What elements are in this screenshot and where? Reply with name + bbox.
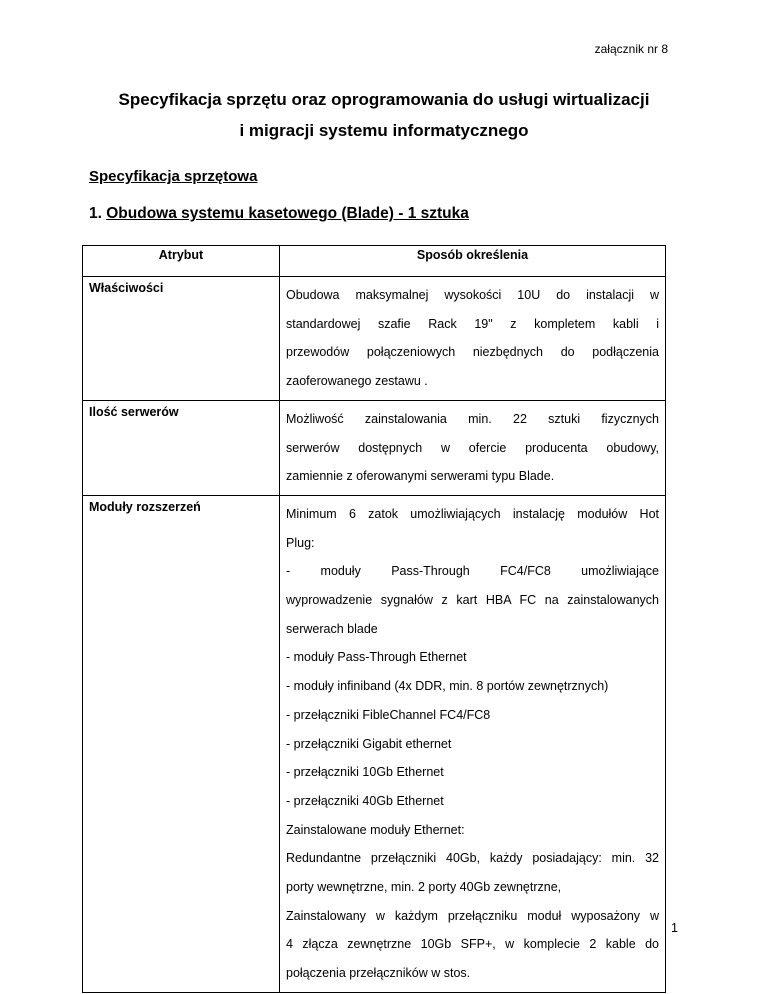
row-attribute: Ilość serwerów <box>83 400 280 495</box>
value-line: - moduły Pass-Through Ethernet <box>286 650 467 665</box>
value-line: 4 złącza zewnętrzne 10Gb SFP+, w komplecie 2 kable do <box>286 937 659 952</box>
item-number: 1. <box>89 205 102 222</box>
value-line: Obudowa maksymalnej wysokości 10U do instalacji w <box>286 288 659 302</box>
row-attribute: Moduły rozszerzeń <box>83 495 280 992</box>
table-row-server-count <box>83 400 666 495</box>
value-line: Zainstalowany w każdym przełączniku moduł wyposażony w <box>286 908 659 923</box>
value-line: Możliwość zainstalowania min. 22 sztuki fizycznych <box>286 411 659 426</box>
value-line: Plug: <box>286 535 315 550</box>
value-line: Minimum 6 zatok umożliwiających instalację modułów Hot <box>286 506 659 521</box>
row-attribute: Właściwości <box>83 277 280 401</box>
value-line: serwerach blade <box>286 621 378 636</box>
header-specification: Sposób określenia <box>280 246 666 277</box>
value-line: Redundantne przełączniki 40Gb, każdy posiadający: min. 32 <box>286 851 659 866</box>
row-value <box>280 495 666 992</box>
table-header-row <box>83 246 666 277</box>
section-heading: Specyfikacja sprzętowa <box>89 168 258 185</box>
value-line: wyprowadzenie sygnałów z kart HBA FC na zainstalowanych <box>286 593 659 608</box>
value-line: porty wewnętrzne, min. 2 porty 40Gb zewnętrzne, <box>286 880 562 895</box>
value-line: zamiennie z oferowanymi serwerami typu Blade. <box>286 469 555 484</box>
annex-label: załącznik nr 8 <box>594 42 668 56</box>
page-number: 1 <box>671 921 678 935</box>
table-row-expansion-modules <box>83 495 666 992</box>
document-title-line-1: Specyfikacja sprzętu oraz oprogramowania do usługi wirtualizacji <box>118 90 650 109</box>
value-line: - przełączniki 10Gb Ethernet <box>286 765 444 780</box>
value-line: przewodów połączeniowych niezbędnych do podłączenia <box>286 345 659 360</box>
value-line: - moduły infiniband (4x DDR, min. 8 portów zewnętrznych) <box>286 679 609 694</box>
specification-table <box>82 245 666 993</box>
value-line: serwerów dostępnych w ofercie producenta obudowy, <box>286 440 659 455</box>
value-line: - przełączniki Gigabit ethernet <box>286 736 452 751</box>
value-line: zaoferowanego zestawu . <box>286 374 428 389</box>
table-row-properties <box>83 277 666 401</box>
row-value <box>280 277 666 401</box>
row-value <box>280 400 666 495</box>
value-line: połączenia przełączników w stos. <box>286 966 471 981</box>
value-line: - moduły Pass-Through FC4/FC8 umożliwiające <box>286 564 659 579</box>
document-title-line-2: i migracji systemu informatycznego <box>239 121 529 140</box>
value-line: - przełączniki 40Gb Ethernet <box>286 793 444 808</box>
value-line: standardowej szafie Rack 19" z kompletem kabli i <box>286 316 659 331</box>
value-line: Zainstalowane moduły Ethernet: <box>286 822 465 837</box>
item-title: Obudowa systemu kasetowego (Blade) - 1 sztuka <box>106 205 469 222</box>
header-attribute: Atrybut <box>83 246 280 277</box>
item-heading <box>89 205 469 223</box>
value-line: - przełączniki FibleChannel FC4/FC8 <box>286 707 491 722</box>
